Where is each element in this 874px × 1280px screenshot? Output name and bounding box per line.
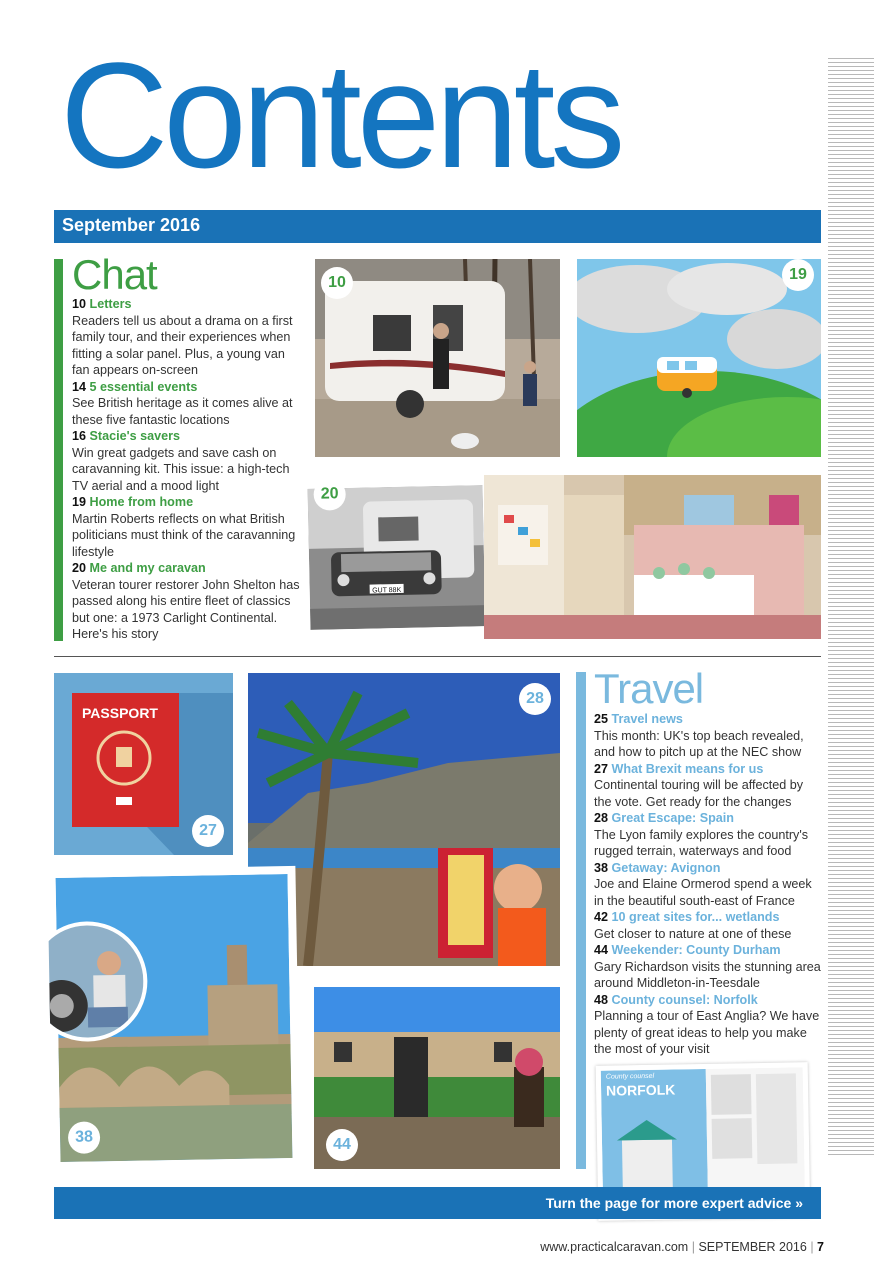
- footer-separator: |: [810, 1240, 814, 1254]
- item-title: Me and my caravan: [89, 561, 206, 575]
- page-footer: [0, 1240, 824, 1254]
- photo-avignon-bridge[interactable]: [47, 866, 300, 1170]
- page-badge-28: 28: [519, 683, 551, 715]
- list-item[interactable]: [594, 860, 824, 910]
- list-item[interactable]: [72, 428, 300, 494]
- number-plate: GUT 88K: [372, 586, 402, 595]
- item-desc: The Lyon family explores the country's rugged terrain, waterways and food: [594, 827, 809, 858]
- page-badge-19: 19: [782, 259, 814, 291]
- item-number: 44: [594, 943, 609, 957]
- item-desc: Planning a tour of East Anglia? We have plenty of great ideas to help you make the most of your visit: [594, 1009, 820, 1056]
- list-item[interactable]: [594, 992, 824, 1058]
- item-number: 48: [594, 992, 609, 1007]
- list-item[interactable]: [72, 560, 300, 643]
- item-desc: Readers tell us about a drama on a first family tour, and their experiences when fitting a solar panel. Plus, a young van fan appears on-screen: [72, 313, 293, 377]
- item-number: 27: [594, 761, 609, 776]
- item-title: 10 great sites for... wetlands: [611, 910, 780, 924]
- passport-label: PASSPORT: [82, 705, 158, 721]
- item-desc: Joe and Elaine Ormerod spend a week in the beautiful south-east of France: [594, 877, 812, 908]
- page-number: 7: [817, 1240, 824, 1254]
- page-badge-44: 44: [326, 1129, 358, 1161]
- item-number: 10: [72, 297, 87, 311]
- item-number: 16: [72, 429, 87, 443]
- item-desc: Veteran tourer restorer John Shelton has passed along his entire fleet of classics but one: a 1973 Carlight Continental. Here's his story: [72, 577, 300, 641]
- item-number: 14: [72, 379, 87, 394]
- item-desc: Win great gadgets and save cash on caravanning kit. This issue: a high-tech TV aerial and a mood light: [72, 445, 290, 493]
- item-number: 28: [594, 811, 609, 825]
- more-advice-banner[interactable]: Turn the page for more expert advice »: [54, 1187, 821, 1219]
- norfolk-kicker: County counsel: [605, 1072, 655, 1081]
- item-title: Stacie's savers: [89, 429, 181, 443]
- page-badge-27: 27: [192, 815, 224, 847]
- item-title: Getaway: Avignon: [611, 860, 721, 875]
- item-title: 5 essential events: [89, 379, 198, 394]
- page-badge-38: 38: [68, 1121, 101, 1154]
- item-title: Great Escape: Spain: [611, 811, 735, 825]
- item-title: Home from home: [89, 495, 194, 509]
- list-item[interactable]: [594, 942, 824, 992]
- issue-bar: September 2016: [54, 210, 821, 243]
- item-desc: Continental touring will be affected by the vote. Get ready for the changes: [594, 778, 804, 809]
- page-title: Contents: [60, 31, 621, 199]
- edge-stripes: [828, 58, 874, 1158]
- norfolk-title: NORFOLK: [605, 1081, 676, 1099]
- chat-list: [72, 296, 300, 643]
- section-divider: [54, 656, 821, 657]
- chat-rule: [54, 259, 63, 641]
- item-number: 25: [594, 712, 609, 726]
- illustration-passport[interactable]: [54, 673, 233, 855]
- chat-heading: Chat: [72, 251, 157, 298]
- list-item[interactable]: [594, 761, 824, 811]
- travel-list: [594, 711, 824, 1058]
- list-item[interactable]: [72, 494, 300, 560]
- page-badge-10: 10: [321, 267, 353, 299]
- item-desc: Martin Roberts reflects on what British politicians must think of the caravanning lifestyle: [72, 511, 296, 559]
- travel-heading: Travel: [594, 665, 704, 712]
- item-number: 38: [594, 860, 609, 875]
- travel-rule: [576, 672, 586, 1169]
- item-desc: See British heritage as it comes alive at these five fantastic locations: [72, 396, 293, 427]
- item-title: County counsel: Norfolk: [611, 992, 758, 1007]
- item-number: 42: [594, 910, 609, 924]
- item-desc: This month: UK's top beach revealed, and how to pitch up at the NEC show: [594, 728, 804, 759]
- footer-url[interactable]: www.practicalcaravan.com: [540, 1240, 689, 1254]
- page-badge-20: 20: [313, 479, 346, 511]
- item-title: Weekender: County Durham: [611, 943, 781, 957]
- item-title: Letters: [89, 297, 132, 311]
- footer-separator: |: [691, 1240, 695, 1254]
- item-title: What Brexit means for us: [611, 761, 764, 776]
- photo-village-green[interactable]: [314, 987, 560, 1169]
- list-item[interactable]: [594, 711, 824, 761]
- list-item[interactable]: [72, 379, 300, 429]
- photo-caravan-family[interactable]: [315, 259, 560, 457]
- item-desc: Gary Richardson visits the stunning area around Middleton-in-Teesdale: [594, 959, 821, 990]
- list-item[interactable]: [72, 296, 300, 379]
- illustration-caravan-globe[interactable]: [577, 259, 821, 457]
- footer-issue: SEPTEMBER 2016: [698, 1240, 807, 1254]
- item-number: 19: [72, 495, 87, 509]
- photo-caravan-interior[interactable]: [484, 475, 821, 639]
- list-item[interactable]: [594, 810, 824, 860]
- item-number: 20: [72, 561, 87, 575]
- item-desc: Get closer to nature at one of these: [594, 926, 792, 941]
- list-item[interactable]: [594, 909, 824, 942]
- item-title: Travel news: [611, 712, 683, 726]
- photo-classic-car[interactable]: [301, 479, 491, 636]
